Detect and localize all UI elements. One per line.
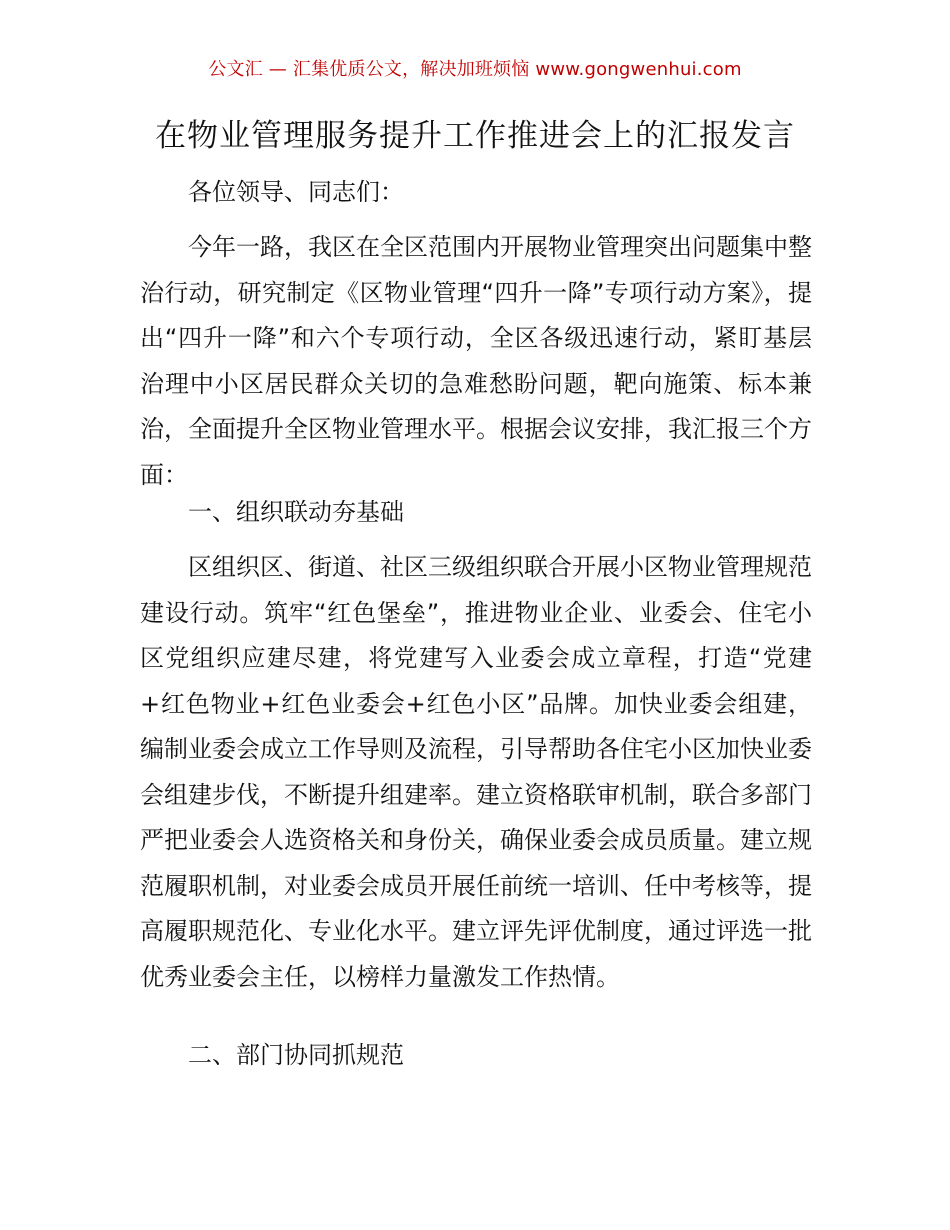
paragraph-section-1: 区组织区、街道、社区三级组织联合开展小区物业管理规范建设行动。筑牢“红色堡垒”，推进物业企业、业委会、住宅小区党组织应建尽建，将党建写入业委会成立章程，打造“党建+红色物业+红色业委会+红色小区”品牌。加快业委会组建，编制业委会成立工作导则及流程，引导帮助各住宅小区加快业委会组建步伐，不断提升组建率。建立资格联审机制，联合多部门严把业委会人选资格关和身份关，确保业委会成员质量。建立规范履职机制，对业委会成员开展任前统一培训、任中考核等，提高履职规范化、专业化水平。建立评先评优制度，通过评选一批优秀业委会主任，以榜样力量激发工作热情。 — [140, 553, 812, 991]
paragraph-intro: 今年一路，我区在全区范围内开展物业管理突出问题集中整治行动，研究制定《区物业管理“四升一降”专项行动方案》，提出“四升一降”和六个专项行动，全区各级迅速行动，紧盯基层治理中小区居民群众关切的急难愁盼问题，靶向施策、标本兼治，全面提升全区物业管理水平。根据会议安排，我汇报三个方面： — [140, 233, 812, 489]
header-watermark[interactable]: 公文汇 — 汇集优质公文，解决加班烦恼 www.gongwenhui.com — [208, 59, 742, 80]
section-heading-1: 一、组织联动夯基础 — [188, 498, 404, 526]
section-heading-2: 二、部门协同抓规范 — [188, 1041, 404, 1069]
salutation: 各位领导、同志们： — [188, 178, 404, 206]
document-title: 在物业管理服务提升工作推进会上的汇报发言 — [155, 118, 795, 154]
